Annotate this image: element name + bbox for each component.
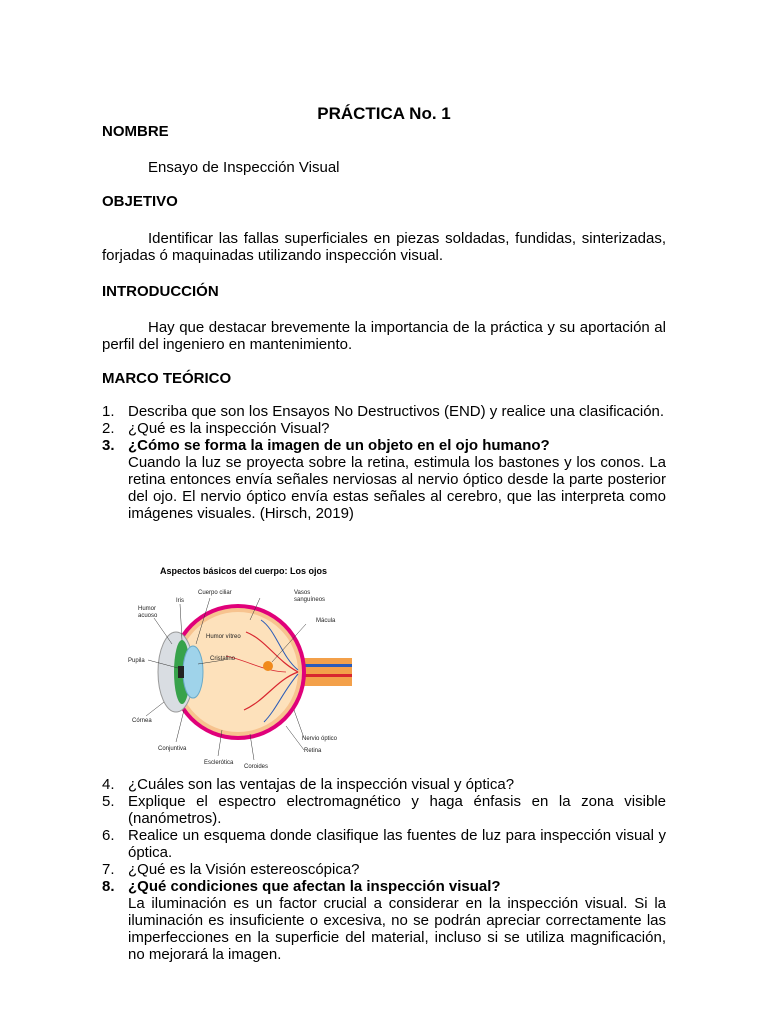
label-vasos-2: sanguíneos — [294, 597, 326, 603]
label-humor-acuoso: Humor — [138, 606, 157, 612]
item-text: Describa que son los Ensayos No Destructivos (END) y realice una clasificación. — [128, 403, 665, 420]
label-cornea: Córnea — [132, 718, 152, 724]
label-coroides: Coroides — [244, 764, 269, 770]
nombre-text: Ensayo de Inspección Visual — [148, 159, 340, 176]
question-list-a — [102, 403, 666, 522]
item-text: ¿Qué condiciones que afectan la inspección visual? — [128, 878, 501, 895]
item-number: 6. — [102, 827, 115, 844]
label-conjuntiva: Conjuntiva — [158, 746, 187, 752]
label-esclerotica: Esclerótica — [204, 760, 234, 766]
page-title: PRÁCTICA No. 1 — [317, 104, 451, 123]
question-item — [102, 861, 666, 878]
heading-objetivo: OBJETIVO — [102, 193, 178, 210]
label-iris: Iris — [176, 598, 184, 604]
question-item — [102, 776, 666, 793]
heading-introduccion: INTRODUCCIÓN — [102, 283, 219, 300]
question-item — [102, 793, 666, 827]
item-text: ¿Qué es la Visión estereoscópica? — [128, 861, 360, 878]
label-humor-vitreo: Humor vítreo — [206, 634, 241, 640]
item-number: 2. — [102, 420, 115, 437]
eye-anatomy-figure — [126, 560, 356, 778]
label-cuerpo-ciliar: Cuerpo ciliar — [198, 590, 232, 596]
item-text: Explique el espectro electromagnético y haga énfasis en la zona visible (nanómetros). — [128, 793, 666, 827]
question-item — [102, 403, 666, 420]
question-list-b — [102, 776, 666, 963]
introduccion-text: Hay que destacar brevemente la importancia de la práctica y su aportación al perfil del ingeniero en mantenimiento. — [102, 319, 666, 353]
item-text: ¿Cómo se forma la imagen de un objeto en el ojo humano? — [128, 437, 550, 454]
item-number: 1. — [102, 403, 115, 420]
label-vasos: Vasos — [294, 590, 311, 596]
label-pupila: Pupila — [128, 658, 145, 664]
objetivo-text: Identificar las fallas superficiales en piezas soldadas, fundidas, sinterizadas, forjadas ó maquinadas utilizando inspección visual. — [102, 230, 666, 264]
answer-8 — [128, 895, 666, 963]
question-item — [102, 420, 666, 437]
item-text: ¿Cuáles son las ventajas de la inspección visual y óptica? — [128, 776, 515, 793]
item-text: Realice un esquema donde clasifique las fuentes de luz para inspección visual y óptica. — [128, 827, 666, 861]
question-item — [102, 878, 666, 963]
label-cristalino: Cristalino — [210, 656, 236, 662]
question-item — [102, 827, 666, 861]
item-number: 4. — [102, 776, 115, 793]
answer-3 — [128, 454, 666, 522]
pupil-shape — [178, 666, 184, 678]
answer-3-text: Cuando la luz se proyecta sobre la retina, estimula los bastones y los conos. La retina entonces envía señales nerviosas al nervio óptico desde la parte posterior del ojo. El nervio óptico envía estas señales al cerebro, que las interpreta como imágenes visuales. (Hirsch, 2019) — [128, 454, 666, 522]
label-humor-acuoso-2: acuoso — [138, 613, 158, 619]
item-text: ¿Qué es la inspección Visual? — [128, 420, 330, 437]
heading-marco-teorico: MARCO TEÓRICO — [102, 370, 232, 387]
heading-nombre: NOMBRE — [102, 123, 169, 140]
label-macula: Mácula — [316, 618, 336, 624]
label-retina: Retina — [304, 748, 322, 754]
figure-title: Aspectos básicos del cuerpo: Los ojos — [160, 566, 328, 576]
macula-shape — [263, 661, 273, 671]
answer-8-text: La iluminación es un factor crucial a considerar en la inspección visual. Si la iluminación es insuficiente o excesiva, no se podrán apreciar correctamente las imperfecciones en la superficie del material, incluso si se utiliza magnificación, no mejorará la imagen. — [128, 895, 666, 963]
item-number: 7. — [102, 861, 115, 878]
item-number: 3. — [102, 437, 115, 454]
question-item — [102, 437, 666, 522]
label-nervio-optico: Nervio óptico — [302, 736, 338, 742]
item-number: 5. — [102, 793, 115, 810]
lens-shape — [183, 646, 203, 698]
eye-diagram — [126, 560, 356, 778]
item-number: 8. — [102, 878, 115, 895]
